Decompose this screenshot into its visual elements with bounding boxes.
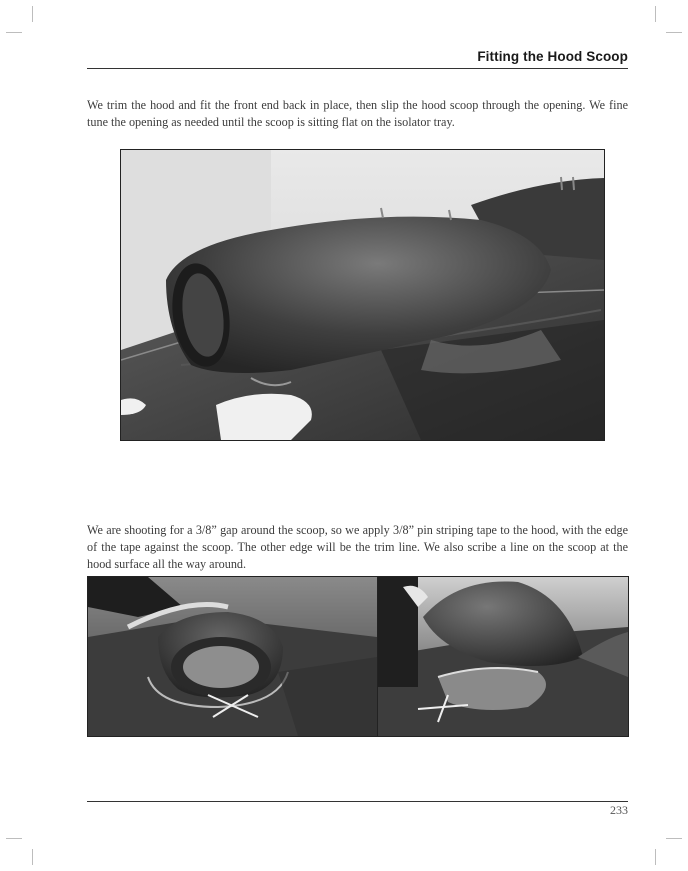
header-rule [87,68,628,69]
crop-mark [666,32,682,33]
paragraph-gap: We are shooting for a 3/8” gap around the scoop, so we apply 3/8” pin striping tape to the hood, with the edge of the tape against the scoop. The other edge will be the trim line. We also scribe a line on the scoop at the hood surface all the way around. [87,523,628,571]
tape-applied-photo [87,576,378,737]
footer-rule [87,801,628,802]
running-header: Fitting the Hood Scoop [477,49,628,64]
crop-mark [666,838,682,839]
crop-mark [32,849,33,865]
crop-mark [655,849,656,865]
paragraph-intro: We trim the hood and fit the front end back in place, then slip the hood scoop through the opening. We fine tune the opening as needed until the scoop is sitting flat on the isolator tray. [87,98,628,129]
hood-scoop-photo [120,149,605,441]
crop-mark [655,6,656,22]
crop-mark [32,6,33,22]
crop-mark [6,838,22,839]
crop-mark [6,32,22,33]
scribe-line-photo [377,576,629,737]
page-number: 233 [610,803,628,817]
